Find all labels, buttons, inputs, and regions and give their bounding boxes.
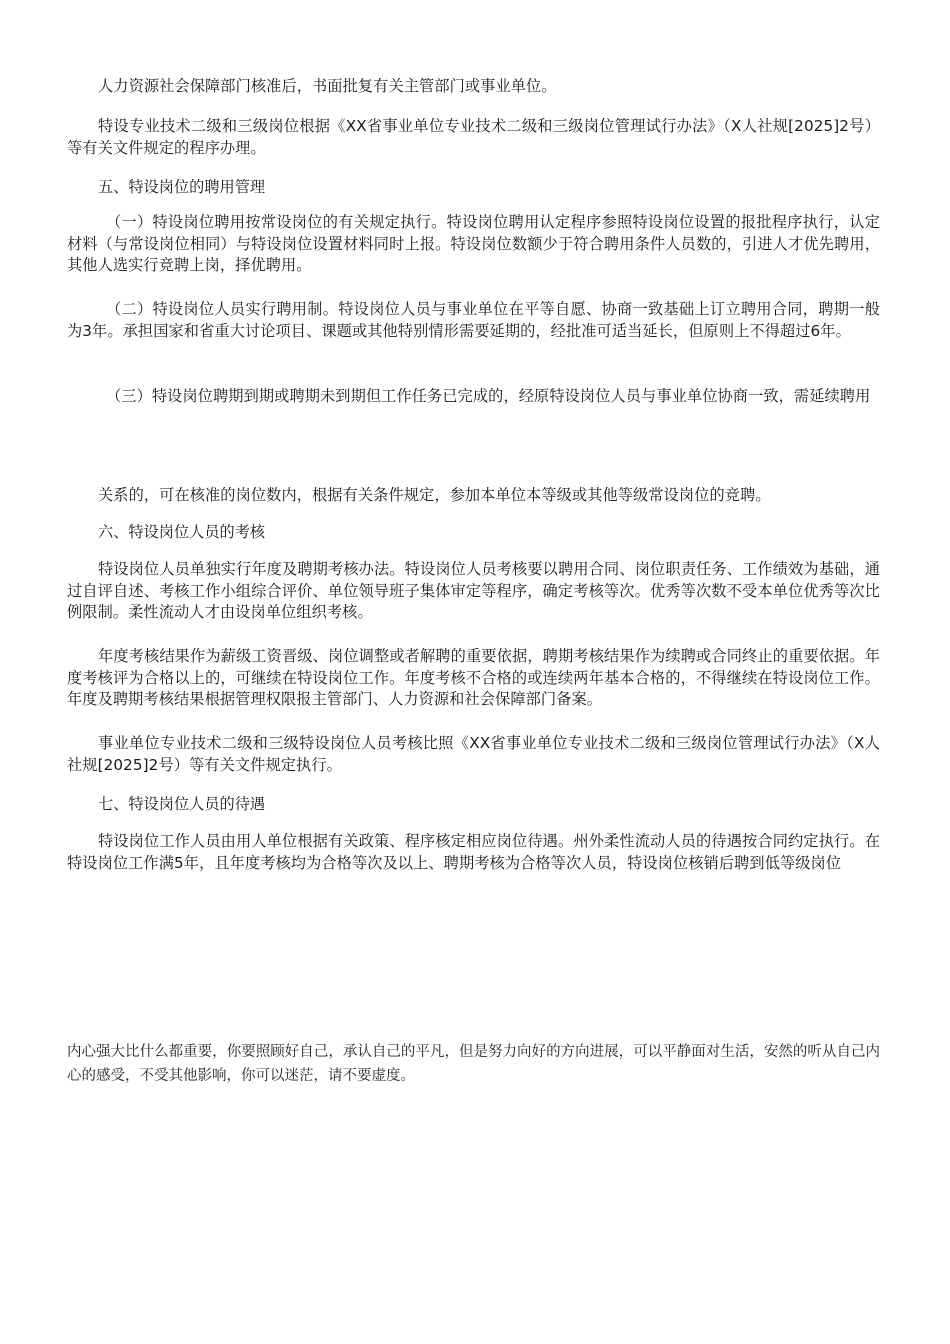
paragraph-treatment: 特设岗位工作人员由用人单位根据有关政策、程序核定相应岗位待遇。州外柔性流动人员的待遇按合同约定执行。在特设岗位工作满5年，且年度考核均为合格等次及以上、聘期考核为合格等次人员，特设岗位核销后聘到低等级岗位 <box>67 832 880 872</box>
paragraph-assessment-2: 年度考核结果作为薪级工资晋级、岗位调整或者解聘的重要依据，聘期考核结果作为续聘或合同终止的重要依据。年度考核评为合格以上的，可继续在特设岗位工作。年度考核不合格的或连续两年基本合格的，不得继续在特设岗位工作。年度及聘期考核结果根据管理权限报主管部门、人力资源和社会保障部门备案。 <box>67 647 880 708</box>
closing-quote: 内心强大比什么都重要，你要照顾好自己，承认自己的平凡，但是努力向好的方向进展，可以平静面对生活，安然的听从自己内心的感受，不受其他影响，你可以迷茫，请不要虚度。 <box>67 1044 880 1084</box>
paragraph-approval: 人力资源社会保障部门核准后，书面批复有关主管部门或事业单位。 <box>98 77 557 95</box>
paragraph-assessment-3: 事业单位专业技术二级和三级特设岗位人员考核比照《XX省事业单位专业技术二级和三级岗位管理试行办法》（X人社规[2025]2号）等有关文件规定执行。 <box>67 734 880 774</box>
paragraph-hiring-1: （一）特设岗位聘用按常设岗位的有关规定执行。特设岗位聘用认定程序参照特设岗位设置的报批程序执行，认定材料（与常设岗位相同）与特设岗位设置材料同时上报。特设岗位数额少于符合聘用条件人员数的，引进人才优先聘用，其他人选实行竞聘上岗，择优聘用。 <box>67 213 880 274</box>
paragraph-hiring-3-cont: 关系的，可在核准的岗位数内，根据有关条件规定，参加本单位本等级或其他等级常设岗位的竞聘。 <box>98 486 771 504</box>
section-heading-7: 七、特设岗位人员的待遇 <box>98 795 266 813</box>
paragraph-assessment-1: 特设岗位人员单独实行年度及聘期考核办法。特设岗位人员考核要以聘用合同、岗位职责任务、工作绩效为基础，通过自评自述、考核工作小组综合评价、单位领导班子集体审定等程序，确定考核等次。优秀等次数不受本单位优秀等次比例限制。柔性流动人才由设岗单位组织考核。 <box>67 560 880 621</box>
section-heading-6: 六、特设岗位人员的考核 <box>98 523 266 541</box>
paragraph-hiring-2: （二）特设岗位人员实行聘用制。特设岗位人员与事业单位在平等自愿、协商一致基础上订立聘用合同，聘期一般为3年。承担国家和省重大讨论项目、课题或其他特别情形需要延期的，经批准可适当延长，但原则上不得超过6年。 <box>67 300 880 340</box>
paragraph-hiring-3: （三）特设岗位聘期到期或聘期未到期但工作任务已完成的，经原特设岗位人员与事业单位协商一致，需延续聘用 <box>106 387 871 405</box>
paragraph-procedure: 特设专业技术二级和三级岗位根据《XX省事业单位专业技术二级和三级岗位管理试行办法》（X人社规[2025]2号）等有关文件规定的程序办理。 <box>67 117 880 157</box>
section-heading-5: 五、特设岗位的聘用管理 <box>98 178 266 196</box>
